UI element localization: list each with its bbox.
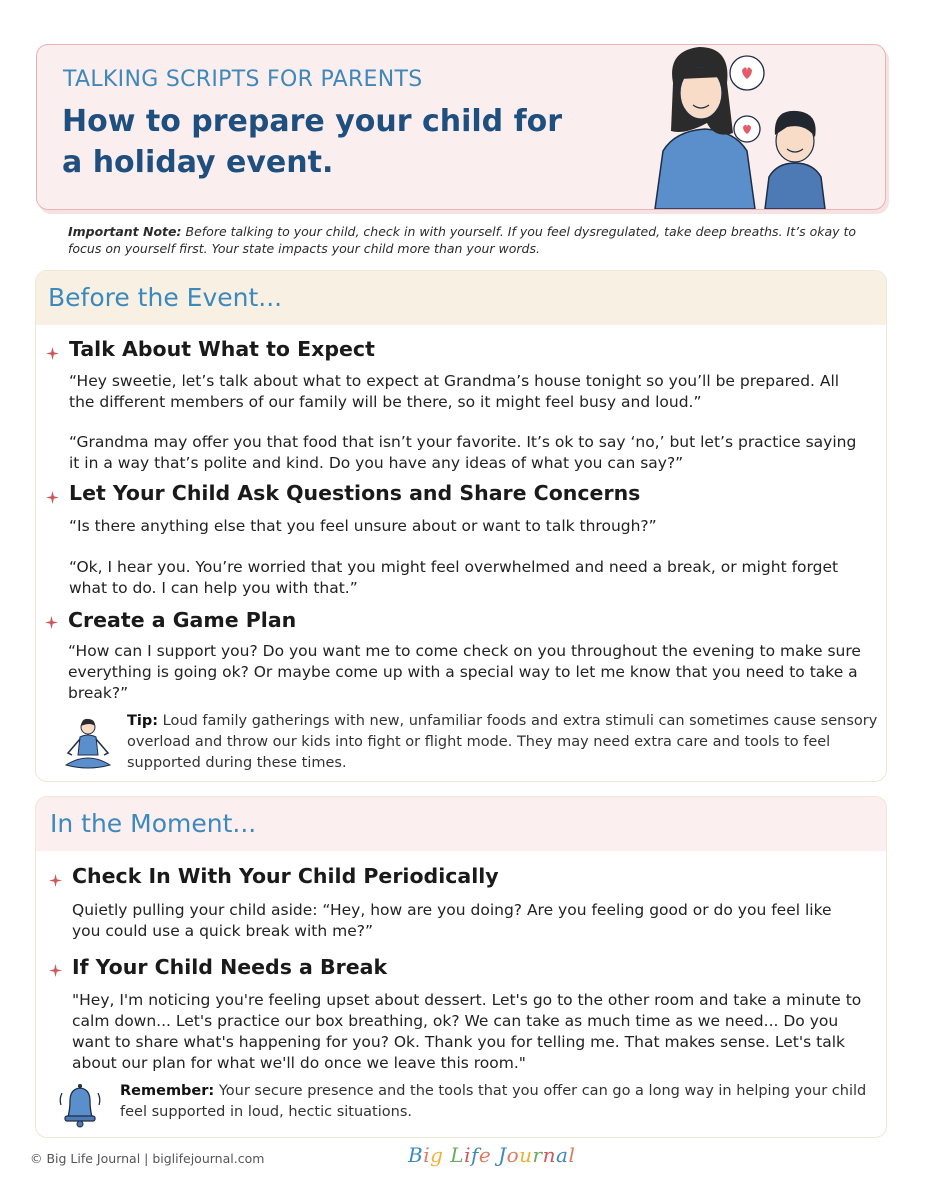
item-title-break: If Your Child Needs a Break [72,955,388,979]
in-the-moment-heading: In the Moment... [36,797,886,851]
remember-label: Remember: [120,1083,215,1099]
sparkle-icon [49,964,62,977]
meditation-icon [60,717,116,773]
footer-logo: Big Life Journal [408,1143,576,1167]
important-note-label: Important Note: [68,224,182,239]
before-event-section [35,270,887,782]
item-title-expect: Talk About What to Expect [69,337,375,361]
bell-icon [54,1079,106,1131]
game-plan-paragraph: “How can I support you? Do you want me to come check on you throughout the evening to make sure everything is going ok? Or maybe come up with a special way to let me know that you need to take a break?” [68,642,861,702]
tip-box [127,711,882,774]
sparkle-icon [45,616,58,629]
remember-box [120,1081,875,1123]
tip-label: Tip: [127,713,159,729]
questions-paragraph-1: “Is there anything else that you feel unsure about or want to talk through?” [69,517,657,535]
header-kicker: TALKING SCRIPTS FOR PARENTS [63,67,423,92]
remember-text: Your secure presence and the tools that you offer can go a long way in helping your child feel supported in loud, hectic situations. [120,1083,867,1120]
important-note [68,223,868,257]
parent-child-illustration [615,43,855,209]
expect-paragraph-2: “Grandma may offer you that food that isn’t your favorite. It’s ok to say ‘no,’ but let’s practice saying it in a way that’s polite and kind. Do you have any ideas of what you can say?” [69,433,857,472]
sparkle-icon [49,874,62,887]
footer-copyright: © Big Life Journal | biglifejournal.com [30,1151,265,1166]
item-title-game-plan: Create a Game Plan [68,608,297,632]
important-note-text: Before talking to your child, check in with yourself. If you feel dysregulated, take deep breaths. It’s okay to focus on yourself first. Your state impacts your child more than your words. [68,224,857,256]
in-the-moment-section [35,796,887,1138]
before-event-heading: Before the Event... [36,271,886,325]
item-title-check-in: Check In With Your Child Periodically [72,864,499,888]
sparkle-icon [46,347,59,360]
check-in-paragraph: Quietly pulling your child aside: “Hey, how are you doing? Are you feeling good or do you feel like you could use a quick break with me?” [72,901,832,940]
break-paragraph: "Hey, I'm noticing you're feeling upset about dessert. Let's go to the other room and take a minute to calm down... Let's practice our box breathing, ok? We can take as much time as we need... Do you want to share what's happening for you? Ok. Thank you for telling me. That makes sense. Let's talk about our plan for what we'll do once we leave this room." [72,991,862,1072]
questions-paragraph-2: “Ok, I hear you. You’re worried that you might feel overwhelmed and need a break, or might forget what to do. I can help you with that.” [69,558,839,597]
header-card [36,44,886,210]
expect-paragraph-1: “Hey sweetie, let’s talk about what to expect at Grandma’s house tonight so you’ll be prepared. All the different members of our family will be there, so it might feel busy and loud.” [69,372,840,411]
sparkle-icon [46,491,59,504]
item-title-questions: Let Your Child Ask Questions and Share Concerns [69,481,641,505]
tip-text: Loud family gatherings with new, unfamiliar foods and extra stimuli can sometimes cause sensory overload and throw our kids into fight or flight mode. They may need extra care and tools to feel supported during these times. [127,713,878,771]
page-title: How to prepare your child for a holiday event. [62,104,563,180]
